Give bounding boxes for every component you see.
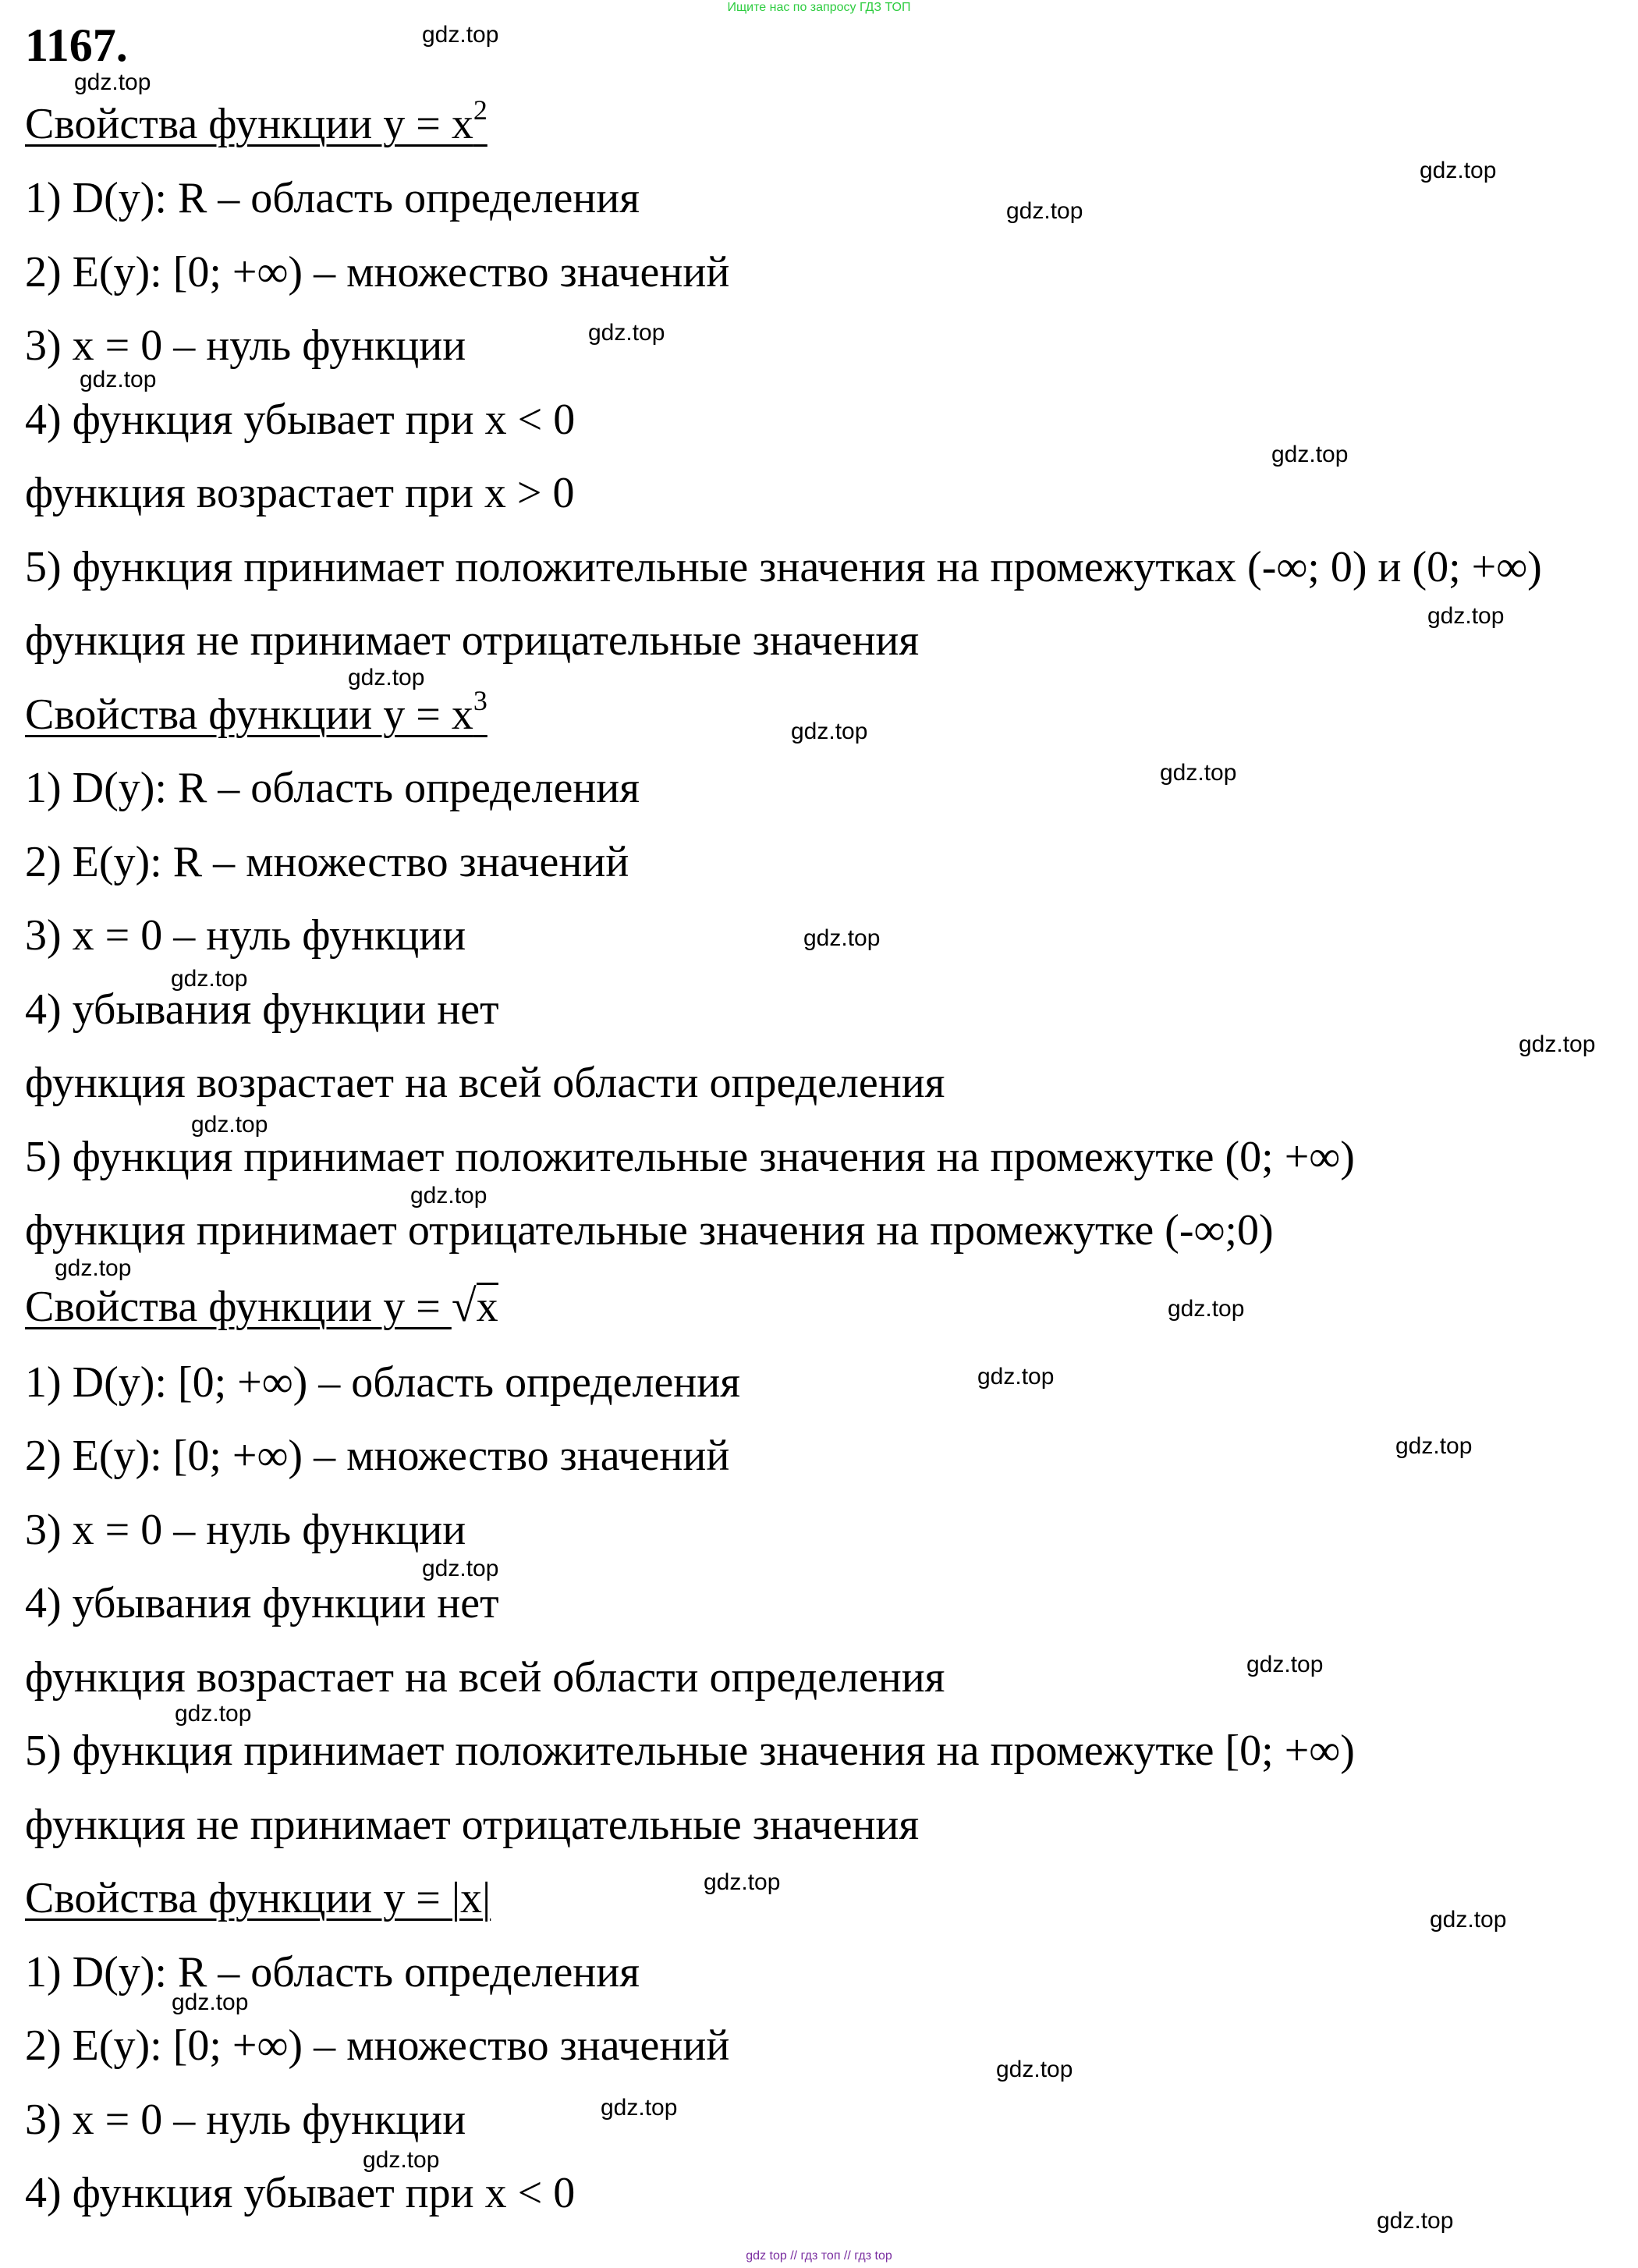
- watermark: gdz.top: [422, 1556, 499, 1581]
- property-line: 2) E(y): R – множество значений: [25, 838, 629, 886]
- watermark: gdz.top: [55, 1255, 132, 1281]
- property-line: функция возрастает при x > 0: [25, 469, 575, 517]
- watermark: gdz.top: [348, 665, 425, 690]
- property-line: 2) E(y): [0; +∞) – множество значений: [25, 2021, 730, 2070]
- section-heading-x-squared: Свойства функции $y = x^2$: [25, 94, 488, 148]
- watermark: gdz.top: [191, 1112, 268, 1138]
- property-line: 3) x = 0 – нуль функции: [25, 911, 466, 960]
- property-line: функция не принимает отрицательные значения: [25, 1801, 920, 1849]
- property-line: 4) функция убывает при x < 0: [25, 396, 576, 444]
- property-line: 5) функция принимает положительные значения на промежутке [0; +∞): [25, 1727, 1355, 1775]
- property-line: 2) E(y): [0; +∞) – множество значений: [25, 1432, 730, 1480]
- watermark: gdz.top: [1377, 2208, 1454, 2234]
- watermark: gdz.top: [422, 22, 499, 48]
- watermark: gdz.top: [791, 719, 868, 744]
- watermark: gdz.top: [588, 320, 665, 346]
- watermark: gdz.top: [172, 1989, 249, 2015]
- property-line: 3) x = 0 – нуль функции: [25, 1506, 466, 1554]
- watermark: gdz.top: [704, 1869, 781, 1895]
- watermark: gdz.top: [175, 1701, 252, 1727]
- watermark: gdz.top: [803, 925, 881, 951]
- watermark: gdz.top: [996, 2057, 1073, 2082]
- property-line: 4) убывания функции нет: [25, 1579, 499, 1627]
- property-line: 2) E(y): [0; +∞) – множество значений: [25, 248, 730, 296]
- watermark: gdz.top: [1519, 1031, 1596, 1057]
- property-line: 5) функция принимает положительные значения на промежутке (0; +∞): [25, 1133, 1355, 1181]
- watermark: gdz.top: [1420, 158, 1497, 183]
- sqrt-symbol: √x: [451, 1280, 498, 1331]
- watermark: gdz.top: [1271, 442, 1349, 467]
- watermark: gdz.top: [977, 1364, 1055, 1390]
- watermark: gdz.top: [74, 69, 151, 95]
- watermark: gdz.top: [1168, 1296, 1245, 1322]
- property-line: функция не принимает отрицательные значения: [25, 616, 920, 665]
- problem-number: 1167.: [25, 20, 128, 71]
- property-line: 3) x = 0 – нуль функции: [25, 321, 466, 370]
- watermark: gdz.top: [80, 367, 157, 392]
- watermark: gdz.top: [1430, 1907, 1507, 1933]
- watermark: gdz.top: [363, 2147, 440, 2173]
- watermark: gdz.top: [1160, 760, 1237, 786]
- watermark: gdz.top: [410, 1183, 488, 1209]
- property-line: функция принимает отрицательные значения на промежутке (-∞;0): [25, 1206, 1274, 1255]
- watermark: gdz.top: [601, 2095, 678, 2121]
- property-line: 4) убывания функции нет: [25, 985, 499, 1034]
- top-banner: Ищите нас по запросу ГДЗ ТОП: [727, 1, 911, 14]
- watermark: gdz.top: [1427, 603, 1505, 629]
- property-line: 1) D(y): R – область определения: [25, 764, 640, 812]
- property-line: 1) D(y): [0; +∞) – область определения: [25, 1358, 740, 1407]
- property-line: функция возрастает на всей области определения: [25, 1653, 945, 1702]
- section-heading-sqrt-x: Свойства функции y = √x: [25, 1280, 498, 1331]
- property-line: 1) D(y): R – область определения: [25, 1948, 640, 1996]
- watermark: gdz.top: [1246, 1652, 1324, 1677]
- property-line: 1) D(y): R – область определения: [25, 174, 640, 222]
- watermark: gdz.top: [171, 966, 248, 992]
- watermark: gdz.top: [1395, 1433, 1473, 1459]
- property-line: 3) x = 0 – нуль функции: [25, 2096, 466, 2144]
- watermark: gdz.top: [1006, 198, 1083, 224]
- section-heading-x-cubed: Свойства функции $y = x^3$: [25, 685, 488, 739]
- property-line: функция возрастает на всей области определения: [25, 1059, 945, 1107]
- section-heading-abs-x: Свойства функции y = |x|: [25, 1874, 491, 1922]
- footer-banner: gdz top // гдз топ // гдз top: [746, 2249, 892, 2263]
- property-line: 5) функция принимает положительные значения на промежутках (-∞; 0) и (0; +∞): [25, 543, 1542, 591]
- property-line: 4) функция убывает при x < 0: [25, 2169, 576, 2217]
